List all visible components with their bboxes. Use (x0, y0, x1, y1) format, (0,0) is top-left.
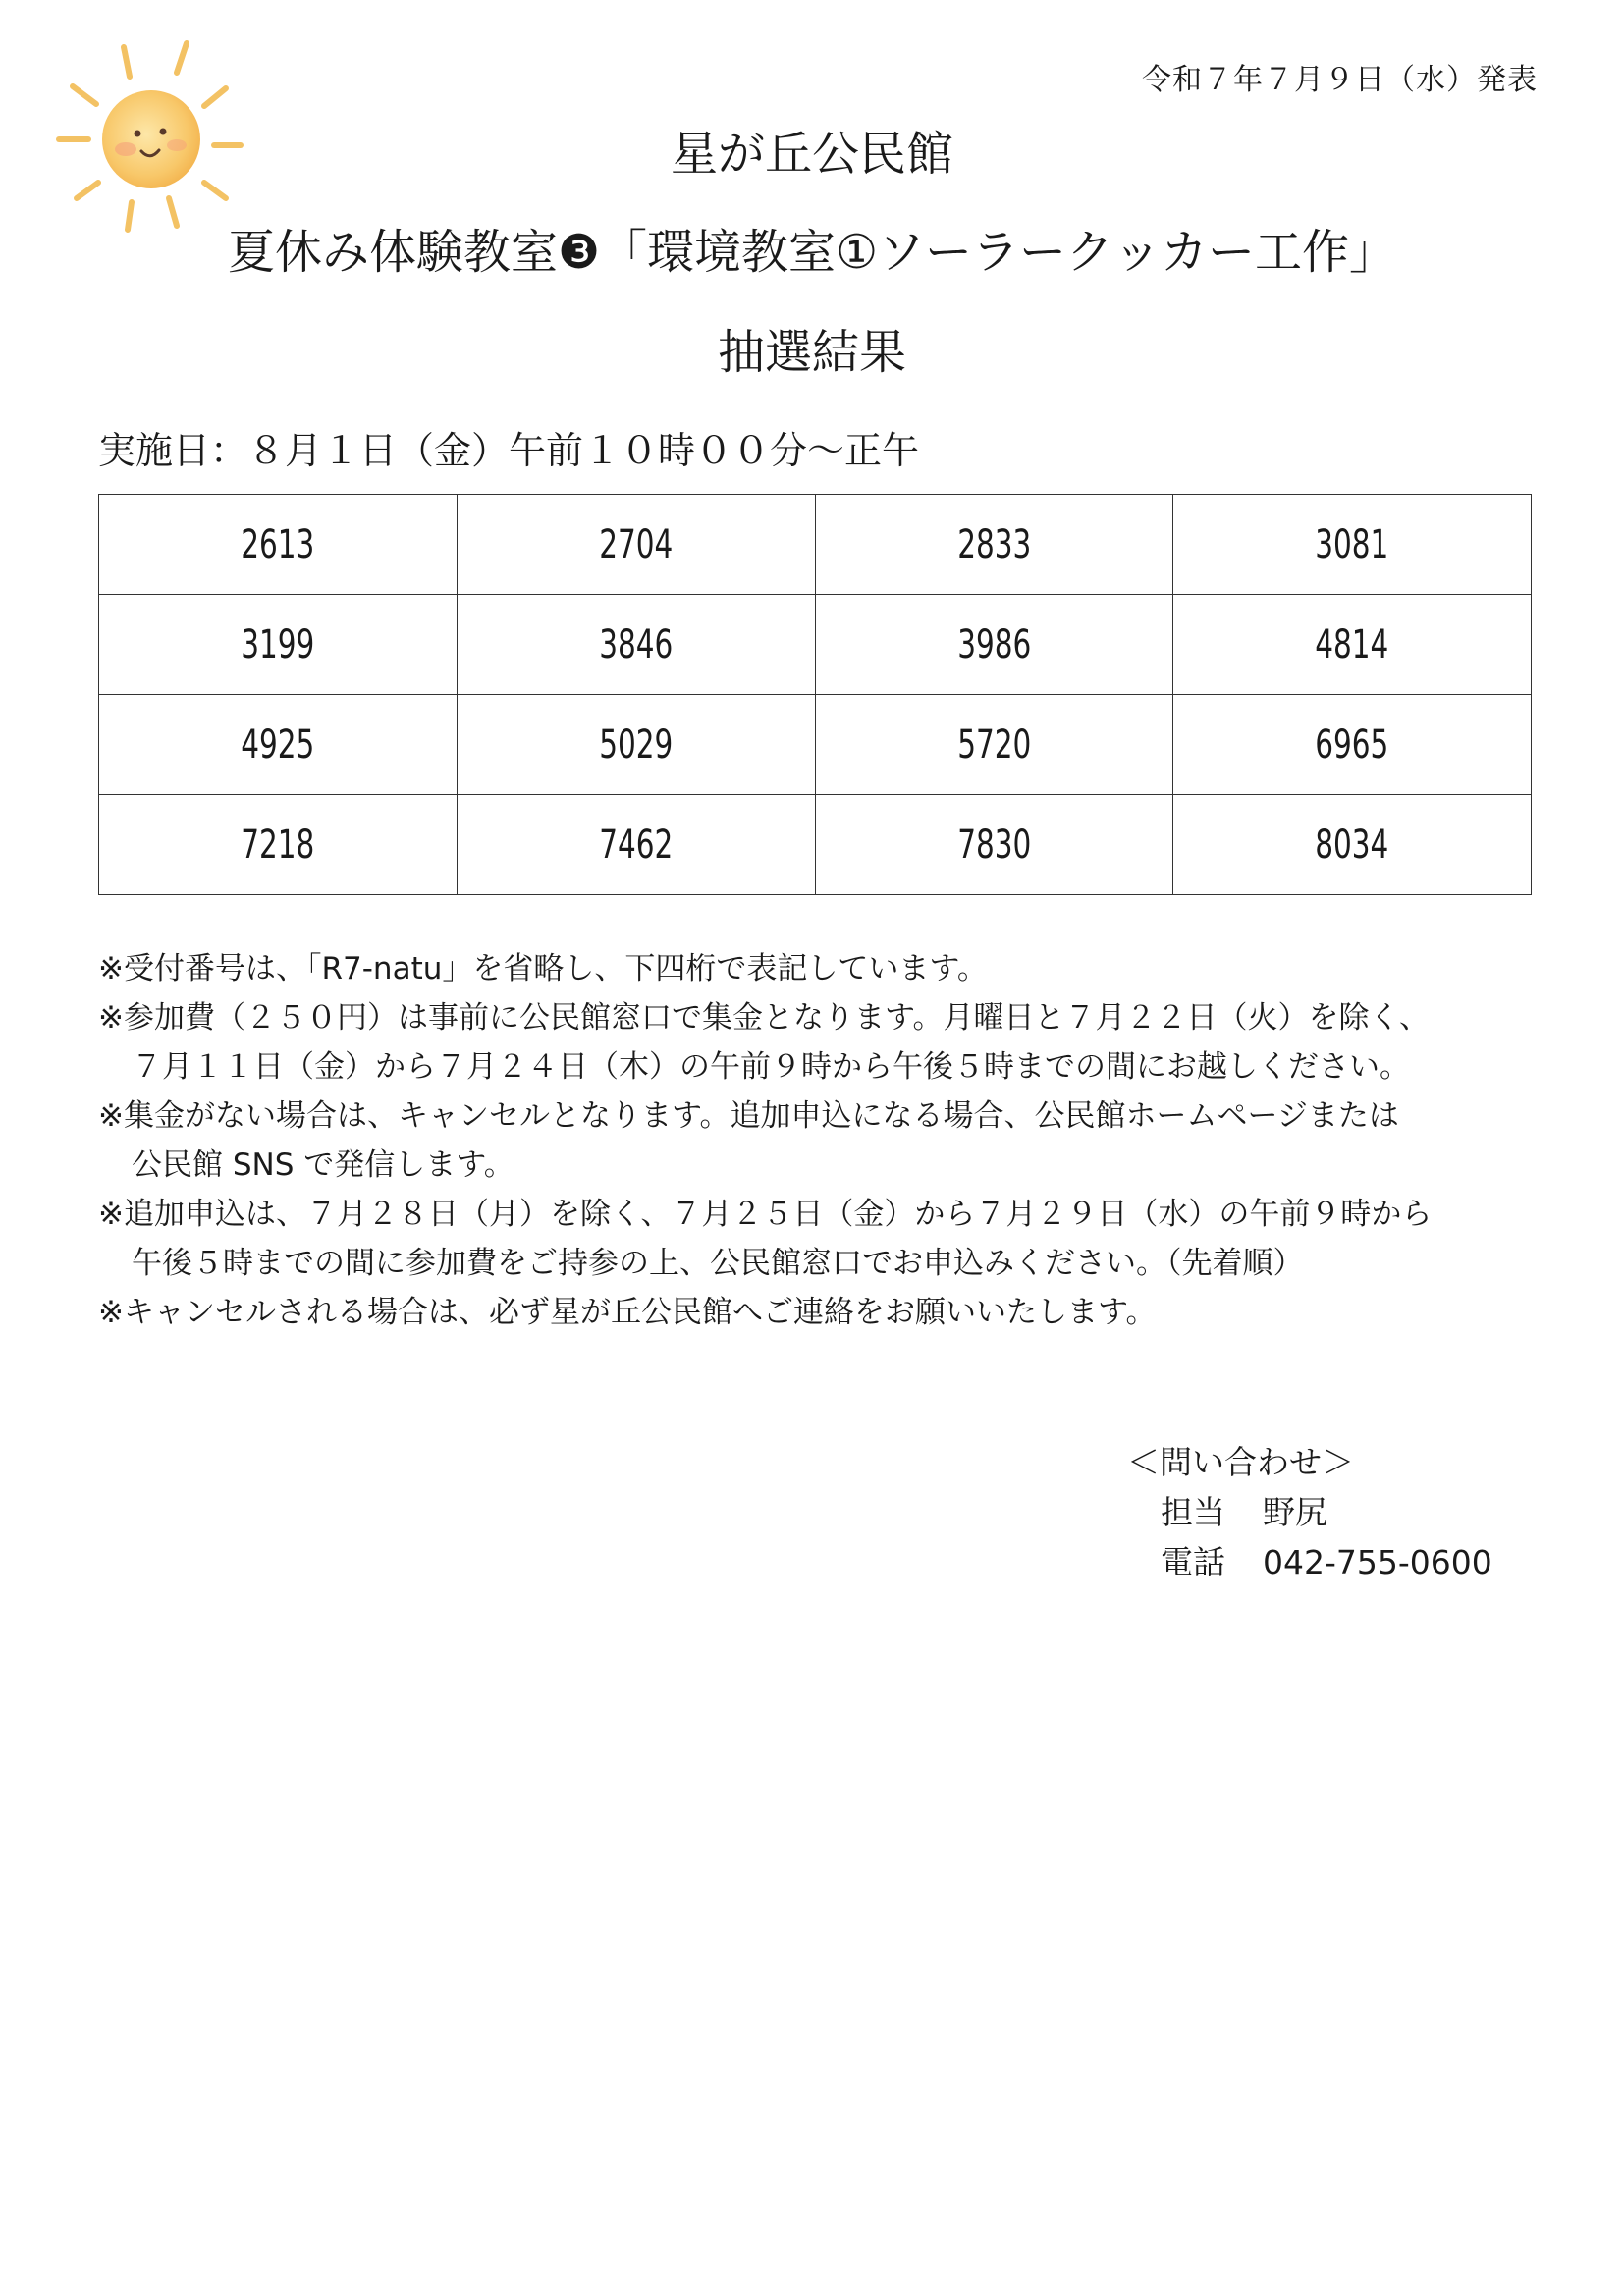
note-line: ※集金がない場合は、キャンセルとなります。追加申込になる場合、公民館ホームページまたは (98, 1098, 1399, 1134)
contact-person: 野尻 (1263, 1493, 1327, 1531)
contact-phone-row (1127, 1537, 1492, 1587)
publish-date: 令和７年７月９日（水）発表 (1142, 63, 1538, 97)
winning-number: 6965 (1315, 721, 1389, 768)
note-line: ※参加費（２５０円）は事前に公民館窓口で集金となります。月曜日と７月２２日（火）を除く、 (98, 1000, 1430, 1036)
winning-number: 3199 (241, 621, 315, 667)
table-row (99, 595, 1532, 695)
note-line: ７月１１日（金）から７月２４日（木）の午前９時から午後５時までの間にお越しください。 (132, 1049, 1410, 1085)
winning-number: 3846 (599, 621, 674, 667)
table-cell (1173, 495, 1532, 595)
table-cell (99, 495, 458, 595)
winning-number: 5720 (956, 721, 1031, 768)
organization-title: 星が丘公民館 (670, 127, 953, 182)
table-cell (1173, 795, 1532, 895)
winning-number: 7462 (599, 822, 674, 868)
table-cell (815, 595, 1173, 695)
winning-number: 4925 (241, 721, 315, 768)
winning-number: 7218 (241, 822, 315, 868)
note-line: 公民館 SNS で発信します。 (132, 1148, 514, 1183)
table-cell (457, 595, 815, 695)
winning-number: 3986 (956, 621, 1031, 667)
note-line: ※追加申込は、７月２８日（月）を除く、７月２５日（金）から７月２９日（水）の午前９時から (98, 1197, 1433, 1232)
contact-section (1127, 1437, 1492, 1587)
table-cell (815, 495, 1173, 595)
result-heading: 抽選結果 (717, 325, 906, 380)
table-cell (1173, 695, 1532, 795)
event-title: 夏休み体験教室❸「環境教室①ソーラークッカー工作」 (227, 225, 1397, 280)
contact-person-label: 担当 (1161, 1493, 1225, 1531)
winning-number: 2704 (599, 521, 674, 567)
table-cell (457, 695, 815, 795)
contact-phone-label: 電話 (1161, 1543, 1225, 1581)
table-row (99, 495, 1532, 595)
note-line: 午後５時までの間に参加費をご持参の上、公民館窓口でお申込みください。（先着順） (132, 1246, 1304, 1281)
winning-number: 7830 (956, 822, 1031, 868)
table-cell (815, 695, 1173, 795)
notes-section (98, 944, 1551, 1337)
table-cell (99, 795, 458, 895)
table-cell (99, 595, 458, 695)
contact-person-row (1127, 1487, 1492, 1537)
winning-numbers-table (98, 494, 1532, 895)
table-cell (457, 795, 815, 895)
contact-heading: ＜問い合わせ＞ (1127, 1443, 1354, 1481)
winning-number: 5029 (599, 721, 674, 768)
event-date: 実施日：８月１日（金）午前１０時００分～正午 (98, 429, 920, 472)
winning-number: 8034 (1315, 822, 1389, 868)
winning-number: 3081 (1315, 521, 1389, 567)
winning-number: 4814 (1315, 621, 1389, 667)
contact-phone: 042-755-0600 (1263, 1543, 1492, 1581)
table-row (99, 795, 1532, 895)
table-cell (99, 695, 458, 795)
winning-number: 2613 (241, 521, 315, 567)
table-row (99, 695, 1532, 795)
table-cell (815, 795, 1173, 895)
table-cell (457, 495, 815, 595)
table-cell (1173, 595, 1532, 695)
note-line: ※キャンセルされる場合は、必ず星が丘公民館へご連絡をお願いいたします。 (98, 1295, 1157, 1330)
winning-number: 2833 (956, 521, 1031, 567)
note-line: ※受付番号は、「R7-natu」を省略し、下四桁で表記しています。 (98, 951, 988, 987)
